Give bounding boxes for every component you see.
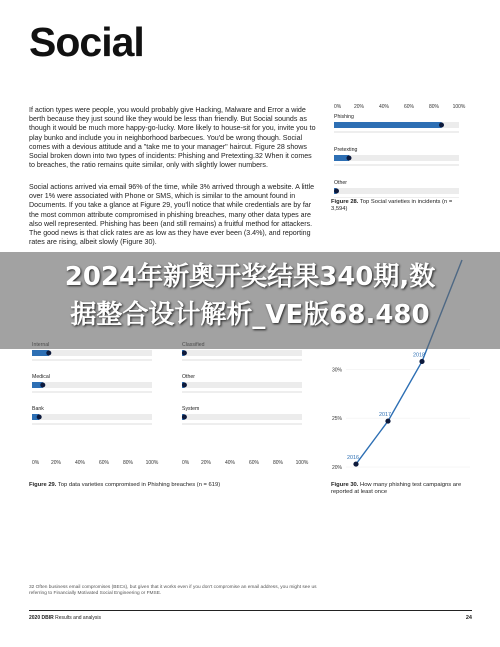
fig30-x-label: 2017 (379, 412, 391, 419)
figure-29-caption (29, 482, 319, 489)
fig28-pretexting-point (347, 156, 352, 161)
figure-29-chart (28, 335, 323, 470)
fig29-tick-label: 20% (50, 460, 62, 466)
footer-section-name: Results and analysis (53, 615, 101, 621)
fig28-tick-label: 40% (378, 104, 390, 110)
footnote: 32 Often business email compromises (BECs), but given that it works even if you don't compromise an email address, you might see us referring to Financially Motivated Social Engineering or FMSE. (29, 585, 317, 597)
footer-report-name: 2020 DBIR (29, 615, 54, 621)
footer-source (29, 615, 101, 621)
fig29-internal-point (46, 351, 51, 356)
figure-28-caption-text: Top Social varieties in incidents (n = 3,594) (331, 199, 453, 213)
fig28-pretexting-track (334, 155, 459, 161)
fig29-bank-point (37, 415, 42, 420)
fig29-other-track (182, 382, 302, 388)
fig30-y-tick-label: 30% (332, 367, 343, 374)
fig28-other-label: Other (334, 180, 347, 186)
fig29-bank-track (32, 414, 152, 420)
figure-30-label: Figure 30. (331, 482, 359, 488)
watermark-line-1: 2024年新奥开奖结果340期,数 (64, 262, 436, 292)
fig30-x-label: 2018 (413, 352, 425, 359)
fig28-phishing-point (439, 123, 444, 128)
fig29-tick-label: 60% (98, 460, 110, 466)
fig30-x-label: 2016 (347, 455, 359, 462)
fig29-system-point (182, 415, 187, 420)
page-title: Social (29, 19, 144, 65)
fig29-tick-label: 40% (224, 460, 236, 466)
fig29-tick-label: 80% (272, 460, 284, 466)
fig28-pretexting-label: Pretexting (334, 147, 358, 153)
fig30-point (385, 418, 390, 423)
fig29-tick-label: 100% (145, 460, 159, 466)
fig29-classified-track (182, 350, 302, 356)
fig29-medical-label: Medical (32, 374, 50, 380)
body-paragraph-2: Social actions arrived via email 96% of the time, while 3% arrived through a website. A little over 1% were associated with Phone or SMS, which is similar to the amount found in Documents. If you take a glance at Figure 29, you'll notice that while credentials are by far the most common attribute compromised in phishing breaches, many other data types are also well represented. Phishing has been (and still remains) a fruitful method for attackers. The good news is that click rates are as low as they have ever been (3.4%), and reporting rates are rising, albeit slowly (Figure 30). (29, 183, 315, 247)
fig30-point (419, 359, 424, 364)
fig29-medical-point (40, 383, 45, 388)
watermark-banner (0, 252, 500, 349)
figure-28-label: Figure 28. (331, 199, 359, 205)
footer-divider (29, 610, 472, 611)
watermark-line-2: 据整合设计解析_VE版68.480 (70, 300, 430, 330)
fig29-other-label: Other (182, 374, 195, 380)
fig29-tick-label: 100% (295, 460, 309, 466)
figure-28-chart (330, 98, 475, 198)
fig28-phishing-label: Phishing (334, 114, 354, 120)
fig29-tick-label: 40% (74, 460, 86, 466)
fig28-tick-label: 20% (353, 104, 365, 110)
fig30-y-tick-label: 20% (332, 465, 343, 471)
fig28-other-point (334, 189, 339, 194)
fig29-tick-label: 60% (248, 460, 260, 466)
fig29-classified-point (182, 351, 187, 356)
fig29-tick-label: 0% (182, 460, 190, 466)
figure-28-caption (331, 199, 461, 214)
fig29-other-point (182, 383, 187, 388)
fig29-system-track (182, 414, 302, 420)
fig29-medical-track (32, 382, 152, 388)
fig28-tick-label: 80% (428, 104, 440, 110)
figure-29-label: Figure 29. (29, 482, 57, 488)
page-number: 24 (465, 615, 472, 621)
fig29-tick-label: 20% (200, 460, 212, 466)
fig30-point (353, 461, 358, 466)
figure-29-caption-text: Top data varieties compromised in Phishing breaches (n = 619) (56, 482, 221, 488)
fig28-other-track (334, 188, 459, 194)
fig28-tick-label: 0% (334, 104, 342, 110)
fig29-bank-label: Bank (32, 406, 44, 412)
fig29-system-label: System (182, 406, 200, 412)
fig28-tick-label: 100% (452, 104, 466, 110)
figure-30-caption-text: How many phishing test campaigns are reported at least once (331, 482, 462, 496)
fig29-tick-label: 0% (32, 460, 40, 466)
figure-30-caption (331, 482, 466, 497)
fig29-internal-bar (32, 350, 49, 356)
fig29-tick-label: 80% (122, 460, 134, 466)
fig28-tick-label: 60% (403, 104, 415, 110)
fig28-phishing-bar (334, 122, 442, 128)
fig30-y-tick-label: 25% (332, 416, 343, 423)
body-paragraph-1: If action types were people, you would probably give Hacking, Malware and Error a wide berth because they just sound like they would be less than friendly. But Social sounds as though it would be much more happy-go-lucky. More likely to house-sit for you, invite you to play bunko and include you in neighborhood barbecues. You'd be wrong though. Social comes with a devious attitude and a "take me to your manager" haircut. Figure 28 shows Social broken down into two types of incidents: Phishing and Pretexting.32 When it comes to breaches, the ratio remains quite similar, only with slightly lower numbers. (29, 106, 316, 170)
